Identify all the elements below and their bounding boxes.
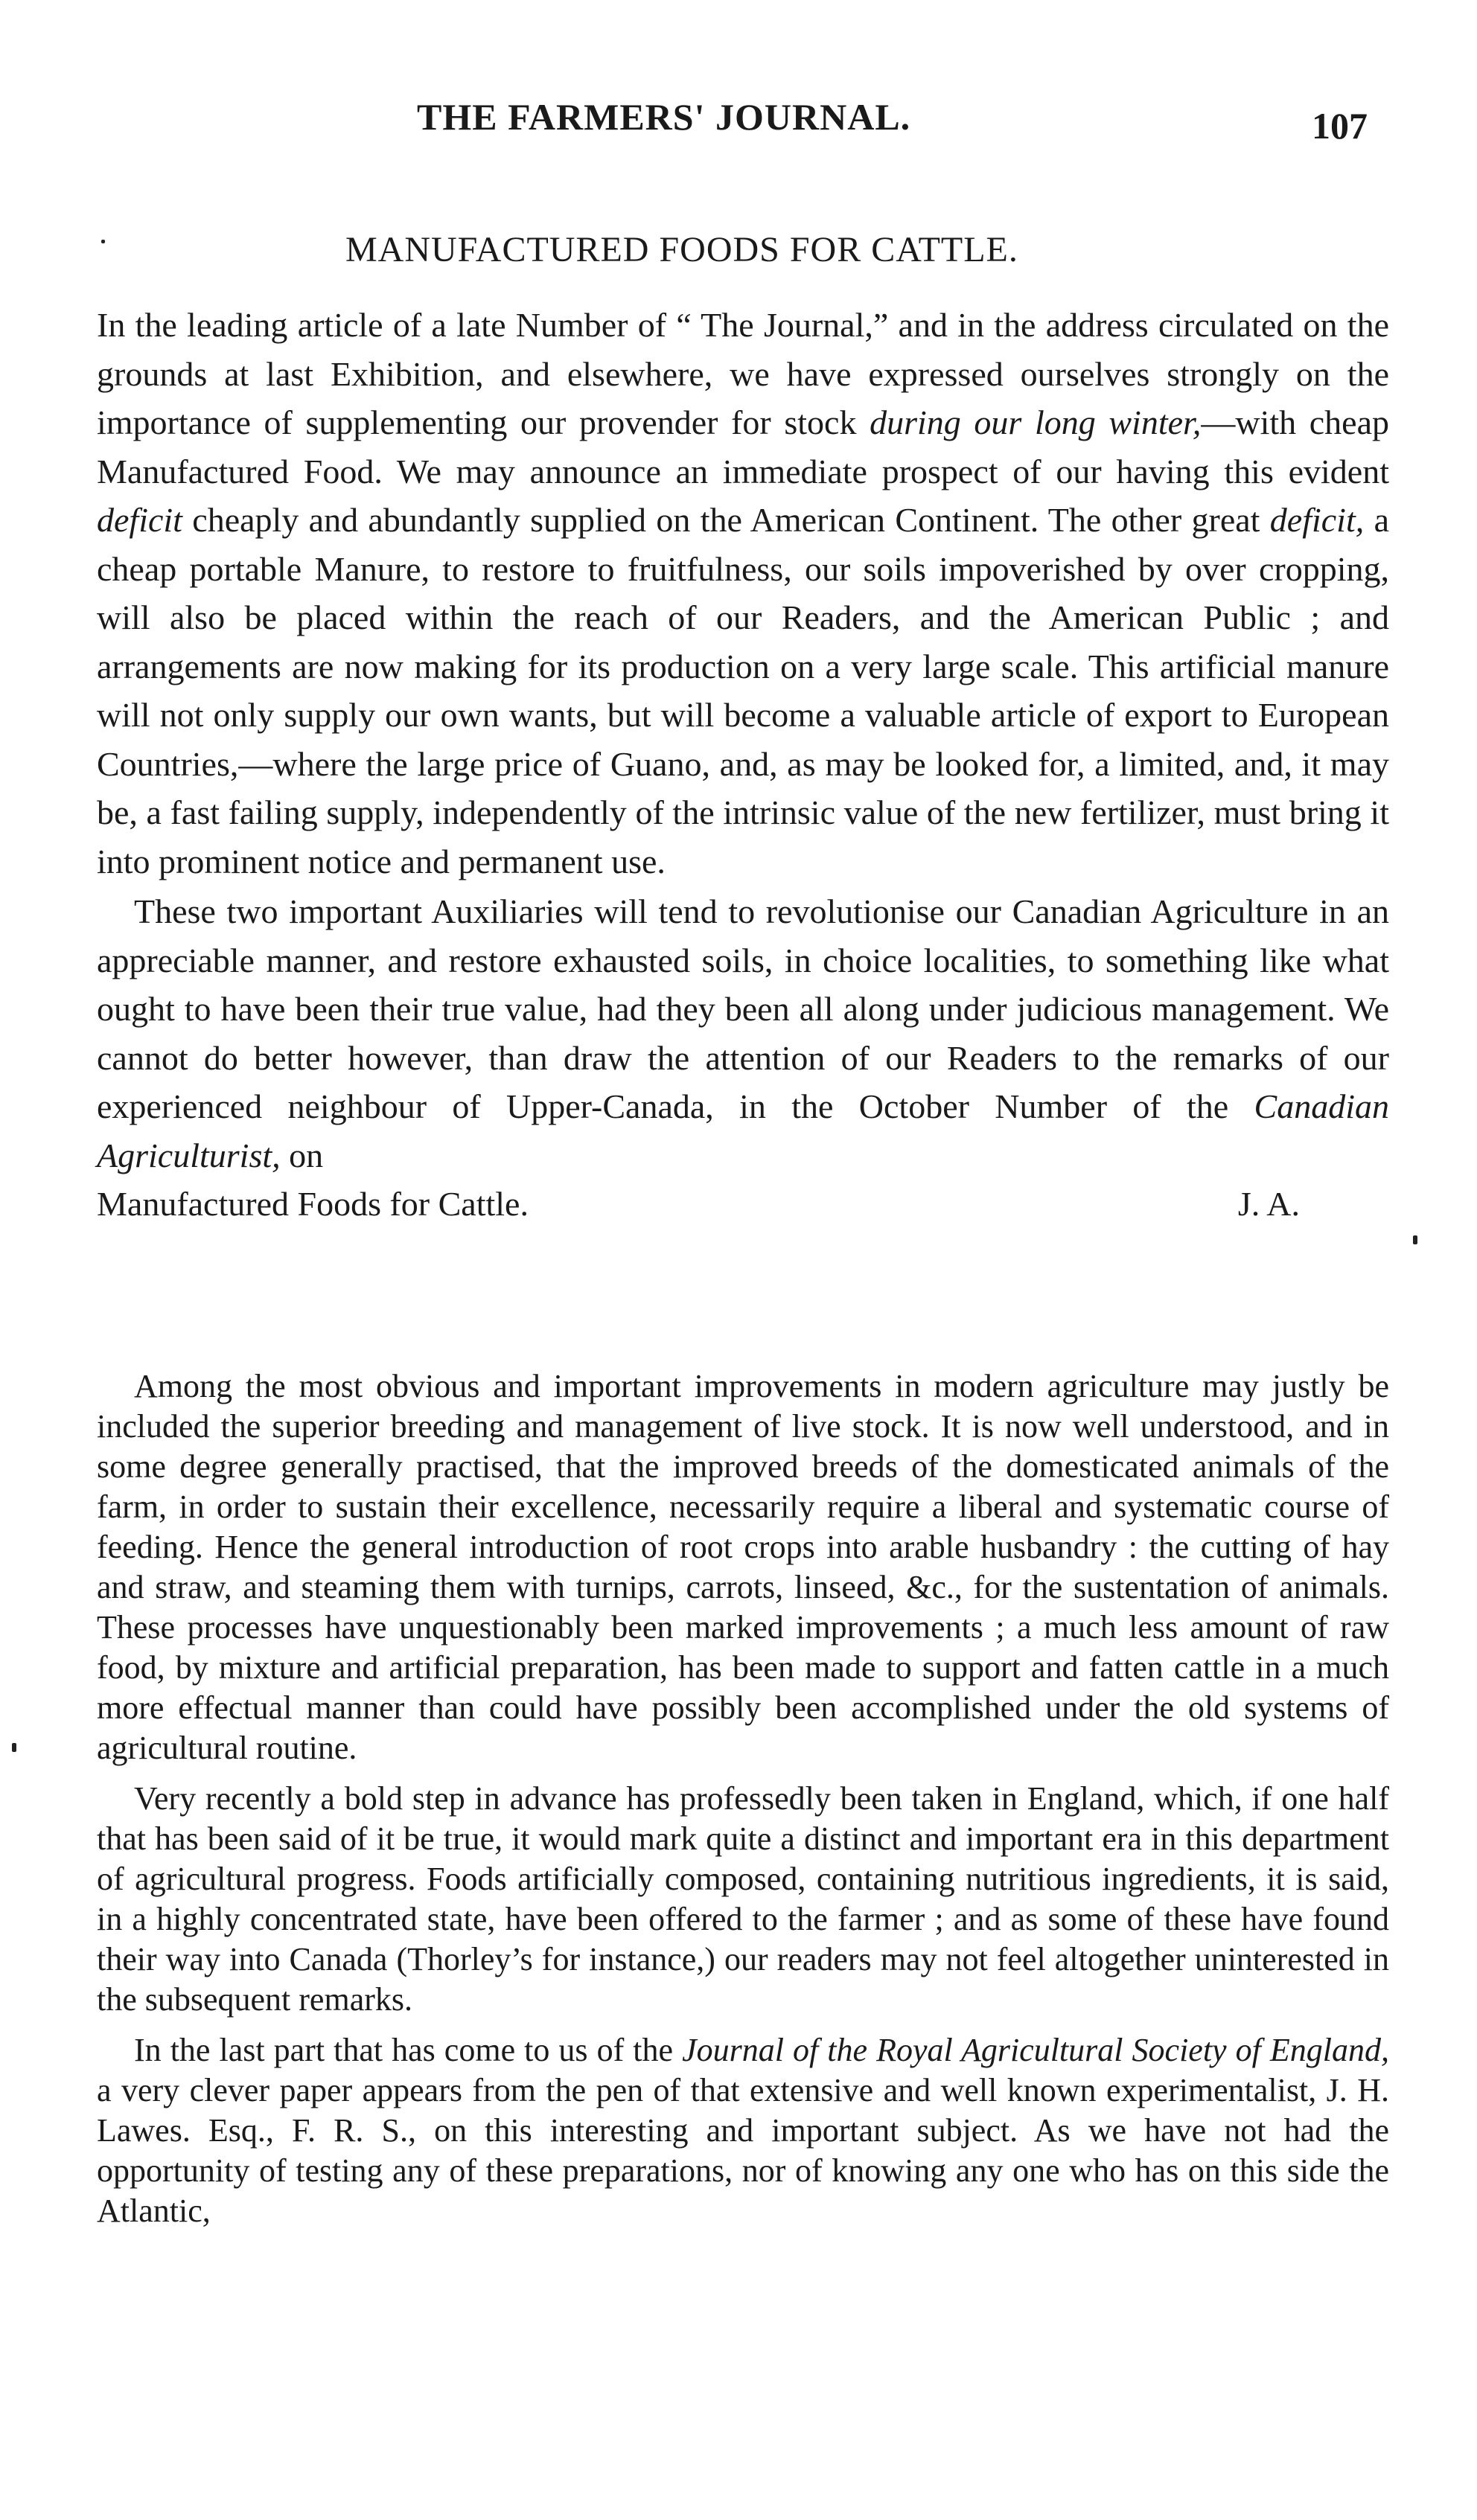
editor-introduction bbox=[97, 301, 1389, 1229]
italic-phrase: Journal of the Royal Agricultural Society of England, bbox=[682, 2032, 1389, 2068]
closing-line: Manufactured Foods for Cattle. bbox=[97, 1185, 529, 1223]
text-run: In the last part that has come to us of the bbox=[134, 2032, 683, 2068]
signature-line bbox=[97, 1180, 1389, 1229]
text-run: cheaply and abundantly supplied on the American Continent. The other great bbox=[182, 501, 1270, 539]
text-run: —with cheap Manufactured Food. We may announce an immediate prospect of our having this evident bbox=[97, 403, 1390, 490]
print-speck bbox=[12, 1743, 16, 1752]
running-head: THE FARMERS' JOURNAL. bbox=[417, 96, 911, 138]
text-run: a very clever paper appears from the pen of that extensive and well known experimentalist, J. H. Lawes. Esq., F. R. S., on this interesting and important subject. As we have not had the opportunity of testing any of these preparations, nor of knowing any one who has on this side the Atlantic, bbox=[97, 2072, 1389, 2229]
intro-paragraph-2 bbox=[97, 887, 1389, 1180]
text-run: on bbox=[280, 1136, 324, 1174]
quoted-paragraph-1: Among the most obvious and important improvements in modern agriculture may justly be included the superior breeding and management of live stock. It is now well understood, and in some degree generally practised, that the improved breeds of the domesticated animals of the farm, in order to sustain their excellence, necessarily require a liberal and systematic course of feeding. Hence the general introduction of root crops into arable husbandry : the cutting of hay and straw, and steaming them with turnips, carrots, linseed, &c., for the sustentation of animals. These processes have unquestionably been marked improvements ; a much less amount of raw food, by mixture and artificial preparation, has been made to support and fatten cattle in a much more effectual manner than could have possibly been accomplished under the old systems of agricultural routine. bbox=[97, 1368, 1389, 1766]
italic-phrase: Canadian Agriculturist, bbox=[97, 1087, 1389, 1174]
quoted-article bbox=[97, 1366, 1389, 2231]
italic-phrase: deficit, bbox=[1269, 501, 1365, 539]
italic-phrase: deficit bbox=[97, 501, 182, 539]
print-speck bbox=[101, 240, 105, 243]
text-run: These two important Auxiliaries will tend to revolutionise our Canadian Agriculture in an appreciable manner, and restore exhausted soils, in choice localities, to something like what ought to have been their true value, had they been all along under judicious management. We cannot do better however, than draw the attention of our Readers to the remarks of our experienced neighbour of Upper-Canada, in the October Number of the bbox=[97, 892, 1389, 1125]
intro-paragraph-1 bbox=[97, 301, 1389, 886]
author-signature: J. A. bbox=[1237, 1185, 1300, 1223]
italic-phrase: during our long winter, bbox=[870, 403, 1202, 441]
quoted-paragraph-2: Very recently a bold step in advance has professedly been taken in England, which, if one half that has been said of it be true, it would mark quite a distinct and important era in this department of agricultural progress. Foods artificially composed, containing nutritious ingredients, it is said, in a highly concentrated state, have been offered to the farmer ; and as some of these have found their way into Canada (Thorley’s for instance,) our readers may not feel altogether uninterested in the subsequent remarks. bbox=[97, 1780, 1389, 2018]
print-speck bbox=[1413, 1235, 1417, 1244]
article-title: MANUFACTURED FOODS FOR CATTLE. bbox=[345, 230, 1018, 269]
quoted-paragraph-3 bbox=[97, 2030, 1389, 2231]
page-number: 107 bbox=[1312, 105, 1368, 147]
text-run: In the leading article of a late Number of “ The Journal,” and in the address circulated on the grounds at last Exhibition, and elsewhere, we have expressed ourselves strongly on the importance of supplementing our provender for stock bbox=[97, 306, 1389, 441]
text-run: a cheap portable Manure, to restore to fruitfulness, our soils impoverished by over cropping, will also be placed within the reach of our Readers, and the American Public ; and arrangements are now making for its production on a very large scale. This artificial manure will not only supply our own wants, but will become a valuable article of export to European Countries,—where the large price of Guano, and, as may be looked for, a limited, and, it may be, a fast failing supply, independently of the intrinsic value of the new fertilizer, must bring it into prominent notice and permanent use. bbox=[97, 501, 1389, 880]
